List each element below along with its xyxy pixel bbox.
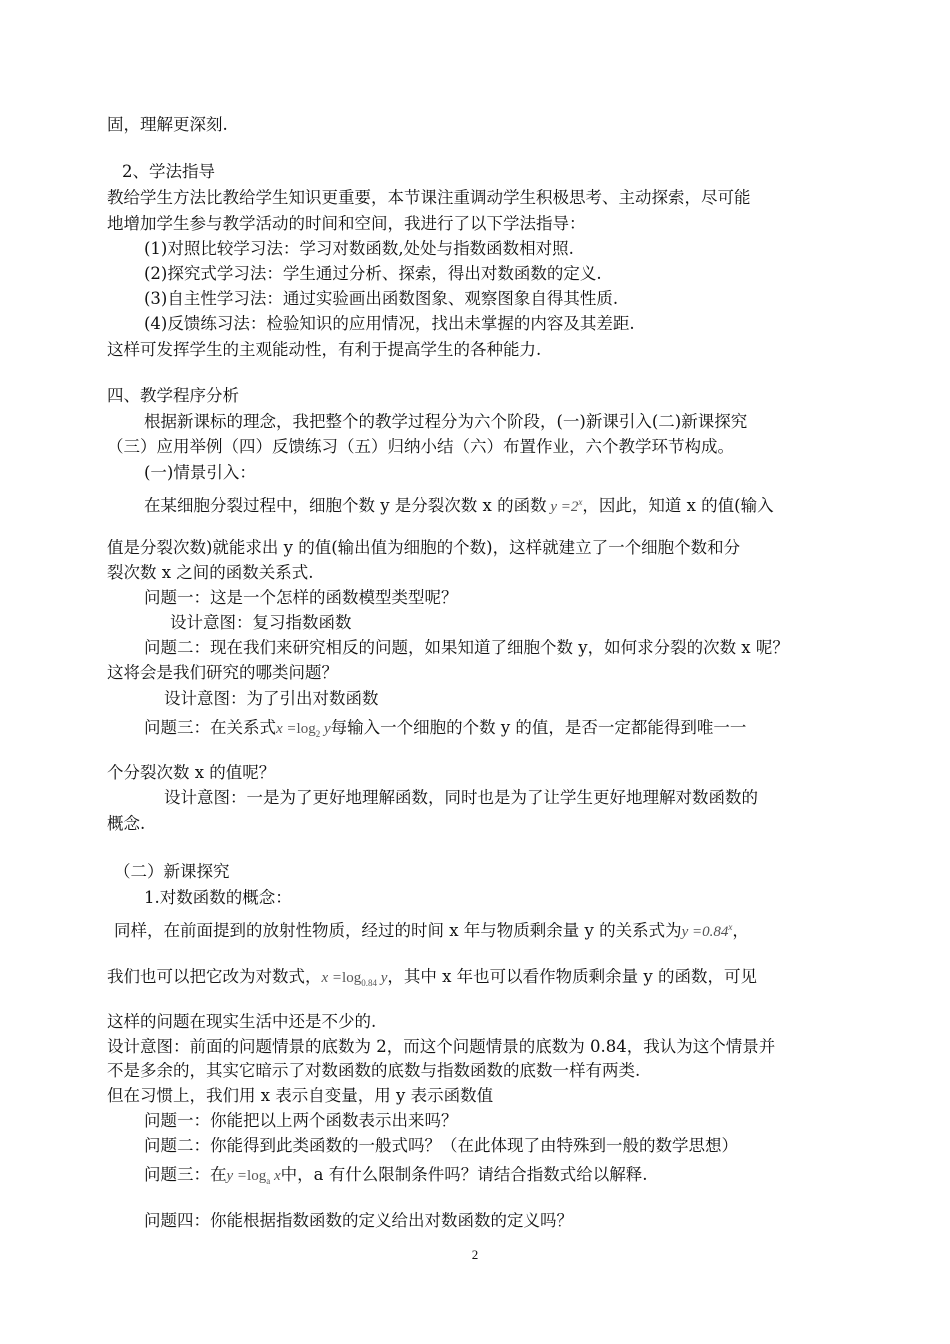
text-segment: 在某细胞分裂过程中，细胞个数 y 是分裂次数 x 的函数 (144, 496, 547, 515)
text-line: （三）应用举例（四）反馈练习（五）归纳小结（六）布置作业，六个教学环节构成。 (107, 437, 734, 456)
list-item: (4)反馈练习法：检验知识的应用情况，找出未掌握的内容及其差距. (144, 314, 635, 333)
text-line: 但在习惯上，我们用 x 表示自变量，用 y 表示函数值 (107, 1086, 494, 1105)
text-segment: 每输入一个细胞的个数 y 的值，是否一定都能得到唯一一 (330, 718, 747, 737)
question: 问题四：你能根据指数函数的定义给出对数函数的定义吗？ (144, 1211, 573, 1230)
formula: $y =0.84^x$ (681, 922, 733, 940)
subsection-heading: (一)情景引入： (144, 463, 256, 482)
formula: $x =\log_{0.84}$ y (321, 970, 388, 988)
section-heading: 四、教学程序分析 (107, 386, 239, 405)
text-line: 固，理解更深刻. (107, 115, 228, 134)
subsection-heading: 1.对数函数的概念： (144, 888, 292, 907)
list-item: (3)自主性学习法：通过实验画出函数图象、观察图象自得其性质. (144, 289, 619, 308)
text-line: 根据新课标的理念，我把整个的教学过程分为六个阶段，(一)新课引入(二)新课探究 (144, 412, 748, 431)
text-line: 这样可发挥学生的主观能动性，有利于提高学生的各种能力. (107, 340, 542, 359)
text-segment: 同样，在前面提到的放射性物质，经过的时间 x 年与物质剩余量 y 的关系式为 (114, 921, 682, 940)
question: 问题二：现在我们来研究相反的问题，如果知道了细胞个数 y，如何求分裂的次数 x 呢？ (144, 638, 789, 657)
text-line: 个分裂次数 x 的值呢？ (107, 763, 276, 782)
text-line: 地增加学生参与教学活动的时间和空间，我进行了以下学法指导： (107, 214, 586, 233)
text-segment: ， (732, 921, 749, 940)
text-segment: 问题三：在关系式 (144, 718, 276, 737)
formula: $y =\log_a$ x (226, 1168, 281, 1186)
text-segment: ，因此，知道 x 的值(输入 (582, 496, 774, 515)
question: 问题二：你能得到此类函数的一般式吗？（在此体现了由特殊到一般的数学思想） (144, 1136, 738, 1155)
section-heading: （二）新课探究 (114, 862, 230, 881)
text-line: 裂次数 x 之间的函数关系式. (107, 563, 314, 582)
text-line (144, 491, 774, 518)
page-number: 2 (471, 1247, 479, 1262)
question: 问题一：这是一个怎样的函数模型类型呢？ (144, 588, 458, 607)
formula: $y =2^x$ (550, 497, 583, 515)
section-heading: 2、学法指导 (122, 162, 215, 181)
text-segment: 中，a 有什么限制条件吗？请结合指数式给以解释. (280, 1165, 648, 1184)
text-line (114, 916, 749, 943)
text-line: 教给学生方法比教给学生知识更重要，本节课注重调动学生积极思考、主动探索，尽可能 (107, 188, 751, 207)
question: 问题一：你能把以上两个函数表示出来吗？ (144, 1111, 458, 1130)
list-item: (1)对照比较学习法：学习对数函数,处处与指数函数相对照. (144, 239, 574, 258)
text-segment: 我们也可以把它改为对数式， (107, 967, 322, 986)
text-line: 这样的问题在现实生活中还是不少的. (107, 1012, 377, 1031)
text-line: 概念. (107, 814, 146, 833)
text-segment: ，其中 x 年也可以看作物质剩余量 y 的函数，可见 (387, 967, 757, 986)
design-intent: 设计意图：为了引出对数函数 (164, 689, 379, 708)
text-line: 不是多余的，其实它暗示了对数函数的底数与指数函数的底数一样有两类. (107, 1061, 641, 1080)
list-item: (2)探究式学习法：学生通过分析、探索，得出对数函数的定义. (144, 264, 602, 283)
design-intent: 设计意图：复习指数函数 (170, 613, 352, 632)
text-line: 这将会是我们研究的哪类问题？ (107, 663, 338, 682)
text-segment: 问题三：在 (144, 1165, 227, 1184)
design-intent: 设计意图：前面的问题情景的底数为 2，而这个问题情景的底数为 0.84，我认为这个情景并 (107, 1037, 776, 1056)
formula: $x =\log_2$ y (276, 721, 331, 739)
question (144, 1164, 647, 1192)
design-intent: 设计意图：一是为了更好地理解函数，同时也是为了让学生更好地理解对数函数的 (164, 788, 758, 807)
text-line (107, 966, 757, 994)
question (144, 717, 746, 745)
text-line: 值是分裂次数)就能求出 y 的值(输出值为细胞的个数)，这样就建立了一个细胞个数和分 (107, 538, 741, 557)
